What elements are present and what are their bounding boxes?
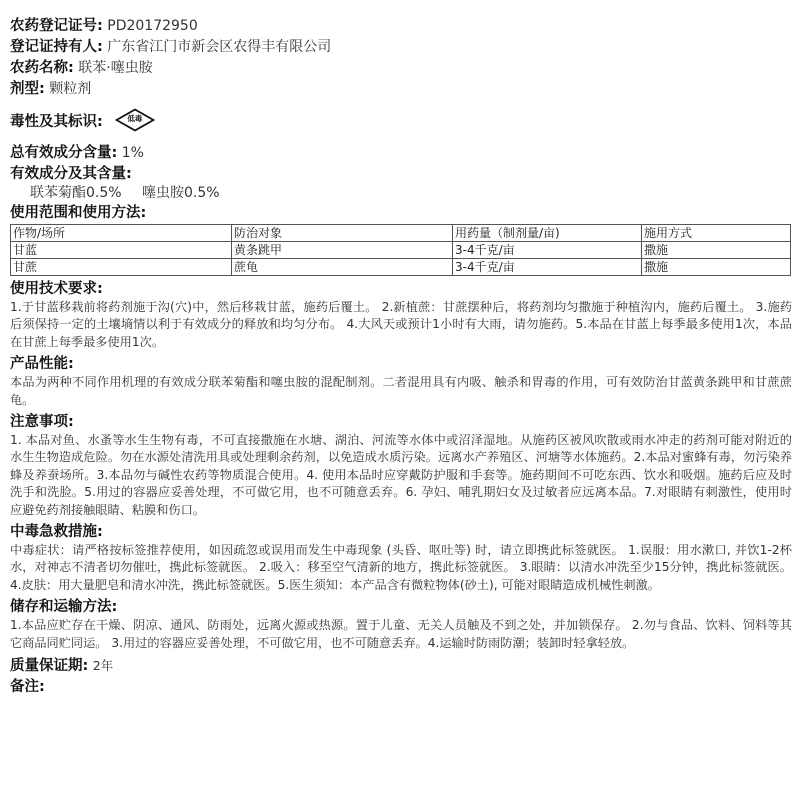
total-content-label: 总有效成分含量: bbox=[10, 145, 118, 161]
storage-heading: 储存和运输方法: bbox=[10, 599, 118, 616]
total-content-line bbox=[10, 143, 800, 164]
formulation-label: 剂型: bbox=[10, 81, 45, 97]
warranty-label: 质量保证期: bbox=[10, 658, 89, 675]
table-header-cell: 施用方式 bbox=[642, 225, 791, 242]
table-header-row bbox=[11, 225, 791, 242]
warranty-line bbox=[10, 655, 800, 677]
usage-scope-heading: 使用范围和使用方法: bbox=[10, 205, 147, 221]
ingredient-item: 噻虫胺0.5% bbox=[142, 185, 220, 201]
name-value: 联苯·噻虫胺 bbox=[78, 60, 153, 76]
performance-text: 本品为两种不同作用机理的有效成分联苯菊酯和噻虫胺的混配制剂。二者混用具有内吸、触杀和胃毒的作用，可有效防治甘蓝黄条跳甲和甘蔗蔗龟。 bbox=[10, 375, 792, 407]
table-cell: 甘蓝 bbox=[11, 242, 232, 259]
toxicity-label: 毒性及其标识: bbox=[10, 113, 103, 130]
first-aid-heading: 中毒急救措施: bbox=[10, 524, 103, 541]
table-header-cell: 作物/场所 bbox=[11, 225, 232, 242]
total-content-value: 1% bbox=[121, 145, 144, 161]
name-label: 农药名称: bbox=[10, 60, 74, 76]
registration-line bbox=[10, 16, 800, 37]
registration-label: 农药登记证号: bbox=[10, 18, 103, 34]
tech-requirements-heading: 使用技术要求: bbox=[10, 281, 103, 297]
performance-heading: 产品性能: bbox=[10, 356, 74, 373]
table-cell: 3-4千克/亩 bbox=[453, 259, 642, 276]
holder-value: 广东省江门市新会区农得丰有限公司 bbox=[107, 39, 332, 55]
tech-requirements-text: 1.于甘蓝移栽前将药剂施于沟(穴)中，然后移栽甘蓝，施药后覆土。 2.新植蔗：甘蔗摆种后，将药剂均匀撒施于种植沟内，施药后覆土。 3.施药后须保持一定的土壤墒情以利于有效成分的释放和均匀分布。 4.大风天或预计1小时有大雨，请勿施药。5.本品在甘蓝上每季最多使用1次，本品在甘蔗上每季最多使用1次。 bbox=[10, 300, 792, 349]
toxicity-line bbox=[10, 100, 800, 140]
formulation-line bbox=[10, 79, 800, 100]
ingredients-heading: 有效成分及其含量: bbox=[10, 166, 132, 182]
registration-value: PD20172950 bbox=[107, 18, 198, 34]
table-cell: 撒施 bbox=[642, 259, 791, 276]
table-cell: 黄条跳甲 bbox=[232, 242, 453, 259]
table-row bbox=[11, 259, 791, 276]
ingredient-item: 联苯菊酯0.5% bbox=[30, 185, 122, 201]
precautions-text: 1. 本品对鱼、水蚤等水生生物有毒，不可直接撒施在水塘、湖泊、河流等水体中或沼泽湿地。从施药区被风吹散或雨水冲走的药剂可能对附近的水生生物造成危险。勿在水源处清洗用具或处理剩余药剂，以免造成水质污染。远离水产养殖区、河塘等水体施药。2.本品对蜜蜂有毒，勿污染养蜂及养蚕场所。3.本品勿与碱性农药等物质混合使用。4. 使用本品时应穿戴防护服和手套等。施药期间不可吃东西、饮水和吸烟。施药后应及时洗手和洗脸。5.用过的容器应妥善处理，不可做它用，也不可随意丢弃。6. 孕妇、哺乳期妇女及过敏者应远离本品。7.对眼睛有刺激性，使用时应避免药剂接触眼睛、粘膜和伤口。 bbox=[10, 433, 792, 517]
holder-line bbox=[10, 37, 800, 58]
table-cell: 甘蔗 bbox=[11, 259, 232, 276]
low-toxicity-diamond-icon bbox=[115, 108, 155, 132]
storage-text: 1.本品应贮存在干燥、阴凉、通风、防雨处，远离火源或热源。置于儿童、无关人员触及不到之处，并加锁保存。 2.勿与食品、饮料、饲料等其它商品同贮同运。 3.用过的容器应妥善处理，不可做它用，也不可随意丢弃。4.运输时防雨防潮；装卸时轻拿轻放。 bbox=[10, 618, 792, 650]
table-cell: 撒施 bbox=[642, 242, 791, 259]
formulation-value: 颗粒剂 bbox=[49, 81, 92, 97]
table-header-cell: 用药量（制剂量/亩) bbox=[453, 225, 642, 242]
table-row bbox=[11, 242, 791, 259]
usage-table bbox=[10, 224, 791, 276]
first-aid-text: 中毒症状：请严格按标签推荐使用，如因疏忽或误用而发生中毒现象 (头昏、呕吐等) 时，请立即携此标签就医。 1.误服：用水漱口, 并饮1-2杯水，对神志不清者切勿催吐，携此标签就医。 2.吸入：移至空气清新的地方，携此标签就医。 3.眼睛：以清水冲洗至少15分钟，携此标签就医。 4.皮肤：用大量肥皂和清水冲洗，携此标签就医。5.医生须知：本产品含有微粒物体(砂土), 可能对眼睛造成机械性刺激。 bbox=[10, 543, 792, 592]
name-line bbox=[10, 58, 800, 79]
table-header-cell: 防治对象 bbox=[232, 225, 453, 242]
table-cell: 3-4千克/亩 bbox=[453, 242, 642, 259]
table-cell: 蔗龟 bbox=[232, 259, 453, 276]
warranty-value: 2年 bbox=[92, 658, 114, 674]
ingredients-list bbox=[10, 184, 800, 203]
holder-label: 登记证持有人: bbox=[10, 39, 103, 55]
toxicity-badge-text: 低毒 bbox=[127, 114, 143, 123]
precautions-heading: 注意事项: bbox=[10, 414, 74, 431]
remarks-heading: 备注: bbox=[10, 679, 45, 696]
